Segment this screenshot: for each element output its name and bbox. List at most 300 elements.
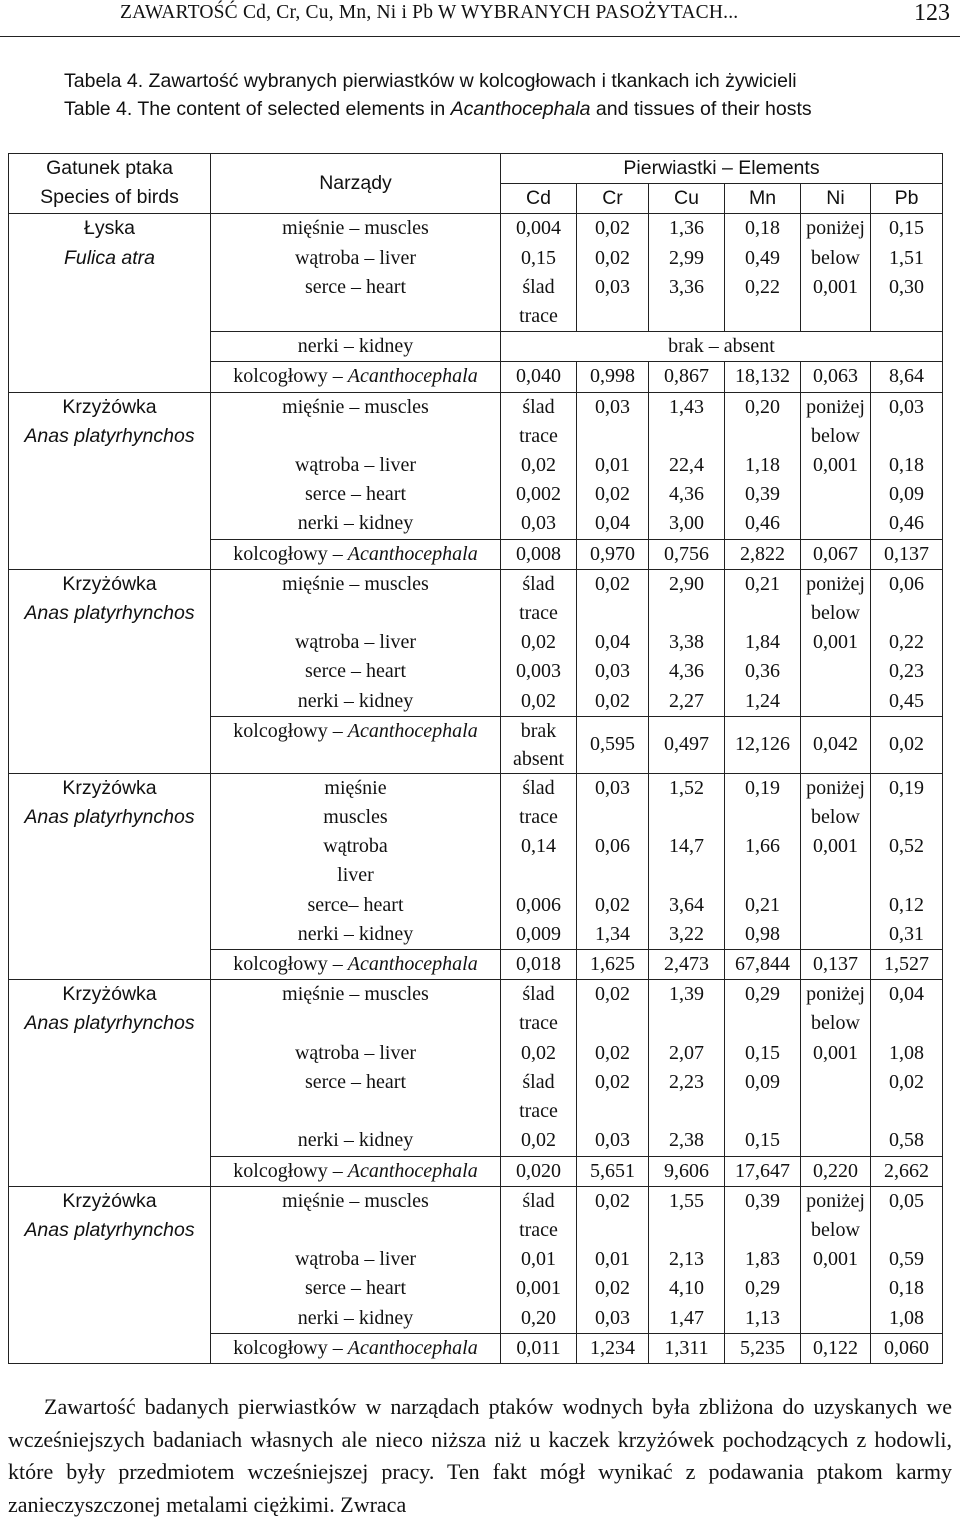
value: 3,22 <box>669 922 704 945</box>
acantho-label-cell <box>211 716 501 773</box>
acantho-latin: Acanthocephala <box>347 1159 478 1182</box>
value: 1,36 <box>669 217 704 240</box>
bird-cell <box>9 1186 211 1363</box>
value: 0,52 <box>889 835 924 858</box>
value: trace <box>519 1100 558 1123</box>
page-number: 123 <box>914 0 950 26</box>
bird-name-latin: Anas platyrhynchos <box>24 602 195 625</box>
value: 0,04 <box>889 983 924 1006</box>
value: below <box>811 246 860 269</box>
acantho-value: 0,970 <box>577 539 649 569</box>
value <box>873 861 940 890</box>
value: 2,13 <box>669 1248 704 1271</box>
organs-cell <box>211 214 501 332</box>
table-caption-en <box>64 98 812 121</box>
value: 0,15 <box>745 1041 780 1064</box>
value <box>579 422 646 451</box>
value: ślad <box>522 275 555 298</box>
value: 0,06 <box>595 835 630 858</box>
running-header <box>0 0 960 37</box>
value: 1,47 <box>669 1306 704 1329</box>
element-header-mn: Mn <box>725 184 801 214</box>
value: 0,001 <box>813 1248 858 1271</box>
acantho-label-cell <box>211 950 501 980</box>
value <box>803 1304 868 1333</box>
value: 4,36 <box>669 483 704 506</box>
value: 0,02 <box>595 246 630 269</box>
value <box>579 599 646 628</box>
acantho-value: 1,234 <box>577 1333 649 1363</box>
value: ślad <box>522 1070 555 1093</box>
organ-label: wątroba – liver <box>294 1041 417 1064</box>
value <box>873 1009 940 1038</box>
acantho-value: 0,137 <box>871 539 943 569</box>
organ-label <box>213 1009 498 1038</box>
value: 1,84 <box>745 631 780 654</box>
table-caption-pl: Tabela 4. Zawartość wybranych pierwiastków w kolcogłowach i tkankach ich żywicieli <box>64 70 797 92</box>
value: poniżej <box>806 572 865 595</box>
value: 0,18 <box>745 217 780 240</box>
value-cell-pb <box>871 980 943 1156</box>
value: poniżej <box>806 395 865 418</box>
element-header-cr: Cr <box>577 184 649 214</box>
value-cell-pb <box>871 214 943 332</box>
value: 2,90 <box>669 572 704 595</box>
value-cell-mn <box>725 214 801 332</box>
value <box>803 687 868 716</box>
element-header-pb: Pb <box>871 184 943 214</box>
organ-label: nerki – kidney <box>297 1306 414 1329</box>
organ-label <box>213 1097 498 1126</box>
acantho-value: 2,822 <box>725 539 801 569</box>
value: 0,001 <box>813 1041 858 1064</box>
organ-label: mięśnie – muscles <box>282 983 429 1006</box>
organ-label: nerki – kidney <box>297 512 414 535</box>
value-cell-cd <box>501 980 577 1156</box>
organ-label: serce – heart <box>304 275 407 298</box>
elements-table <box>8 153 943 1364</box>
acantho-value: 12,126 <box>725 716 801 773</box>
organ-label: serce – heart <box>304 660 407 683</box>
acantho-value: 0,067 <box>801 539 871 569</box>
value-cell-ni <box>801 214 871 332</box>
value: 0,02 <box>521 689 556 712</box>
acantho-prefix: kolcogłowy – <box>233 542 348 565</box>
acantho-prefix: kolcogłowy – <box>233 365 348 388</box>
acantho-latin: Acanthocephala <box>347 719 478 742</box>
value: 0,19 <box>889 776 924 799</box>
bird-name-latin: Fulica atra <box>63 246 156 269</box>
value-cell-ni <box>801 392 871 539</box>
value: 0,009 <box>516 922 561 945</box>
value: 0,02 <box>521 454 556 477</box>
acantho-label-cell <box>211 539 501 569</box>
organs-header: Narządy <box>211 154 501 214</box>
organ-label: serce – heart <box>304 483 407 506</box>
acantho-value: 0,497 <box>649 716 725 773</box>
acantho-prefix: kolcogłowy – <box>233 1336 348 1359</box>
value: 0,001 <box>813 631 858 654</box>
value: 2,99 <box>669 246 704 269</box>
value: 0,20 <box>521 1306 556 1329</box>
value: 0,002 <box>516 483 561 506</box>
value: 0,02 <box>595 1041 630 1064</box>
value: 0,03 <box>595 1129 630 1152</box>
value: trace <box>519 305 558 328</box>
value: 0,02 <box>595 1277 630 1300</box>
value: 0,04 <box>595 512 630 535</box>
value <box>803 657 868 686</box>
value: below <box>811 806 860 829</box>
value: 0,20 <box>745 395 780 418</box>
value: 1,18 <box>745 454 780 477</box>
value: 0,36 <box>745 660 780 683</box>
value-cell-cr <box>577 980 649 1156</box>
acantho-value: 1,625 <box>577 950 649 980</box>
value <box>803 891 868 920</box>
value: 0,22 <box>889 631 924 654</box>
value-cell-pb <box>871 1186 943 1333</box>
acantho-value: 0,018 <box>501 950 577 980</box>
acantho-value: 0,998 <box>577 362 649 392</box>
value: 0,01 <box>521 1248 556 1271</box>
acantho-value: 0,042 <box>801 716 871 773</box>
value: 0,001 <box>813 275 858 298</box>
value: 1,52 <box>669 776 704 799</box>
value: 4,36 <box>669 660 704 683</box>
acantho-value: 0,020 <box>501 1156 577 1186</box>
value-cell-cr <box>577 214 649 332</box>
value: 22,4 <box>669 454 704 477</box>
value <box>727 422 798 451</box>
value: 0,03 <box>595 275 630 298</box>
value: 0,39 <box>745 483 780 506</box>
running-title: ZAWARTOŚĆ Cd, Cr, Cu, Mn, Ni i Pb W WYBRANYCH PASOŻYTACH... <box>120 2 739 23</box>
value: 0,21 <box>745 572 780 595</box>
organ-label: nerki – kidney <box>297 1129 414 1152</box>
value <box>727 1009 798 1038</box>
value: 0,18 <box>889 1277 924 1300</box>
acantho-prefix: kolcogłowy – <box>233 1159 348 1182</box>
value-cell-ni <box>801 980 871 1156</box>
value: 4,10 <box>669 1277 704 1300</box>
value-cell-pb <box>871 569 943 716</box>
value-cell-cu <box>649 392 725 539</box>
value <box>727 599 798 628</box>
species-header-en: Species of birds <box>40 186 179 209</box>
acantho-label-cell <box>211 362 501 392</box>
value: poniżej <box>806 776 865 799</box>
value: 0,59 <box>889 1248 924 1271</box>
value: 0,03 <box>595 660 630 683</box>
bird-name-pl: Krzyżówka <box>62 776 157 799</box>
value: 0,06 <box>889 572 924 595</box>
value: poniżej <box>806 1189 865 1212</box>
value: 3,00 <box>669 512 704 535</box>
value-cell-cd <box>501 1186 577 1333</box>
value <box>579 1216 646 1245</box>
value: 0,12 <box>889 893 924 916</box>
value: 0,49 <box>745 246 780 269</box>
acantho-value: 0,011 <box>501 1333 577 1363</box>
value: 1,34 <box>595 922 630 945</box>
value: 0,46 <box>889 512 924 535</box>
value <box>803 480 868 509</box>
organs-cell <box>211 1186 501 1333</box>
value: 0,15 <box>889 217 924 240</box>
value: 2,07 <box>669 1041 704 1064</box>
value: 1,24 <box>745 689 780 712</box>
organ-label: nerki – kidney <box>297 922 414 945</box>
value: 0,39 <box>745 1189 780 1212</box>
value: 1,43 <box>669 395 704 418</box>
value-cell-ni <box>801 1186 871 1333</box>
organ-label: wątroba – liver <box>294 246 417 269</box>
value: 3,64 <box>669 893 704 916</box>
acantho-value: 0,137 <box>801 950 871 980</box>
value: 0,03 <box>521 512 556 535</box>
acantho-value: 0,220 <box>801 1156 871 1186</box>
organ-label: mięśnie – muscles <box>282 1189 429 1212</box>
organ-label: wątroba – liver <box>294 631 417 654</box>
organ-label: serce – heart <box>304 1070 407 1093</box>
value: 0,03 <box>595 776 630 799</box>
value: 0,23 <box>889 660 924 683</box>
value-cell-mn <box>725 569 801 716</box>
species-header <box>9 154 211 214</box>
value: below <box>811 424 860 447</box>
value: 1,55 <box>669 1189 704 1212</box>
organ-label: muscles <box>323 806 388 829</box>
value-cell-cr <box>577 773 649 949</box>
organ-kidney-cell: nerki – kidney <box>211 332 501 362</box>
organ-label <box>213 422 498 451</box>
acantho-value: 0,040 <box>501 362 577 392</box>
acantho-value: 8,64 <box>871 362 943 392</box>
value: poniżej <box>806 217 865 240</box>
value: trace <box>519 424 558 447</box>
value: trace <box>519 1012 558 1035</box>
acantho-latin: Acanthocephala <box>347 365 478 388</box>
value: 0,02 <box>595 572 630 595</box>
value: 0,001 <box>813 835 858 858</box>
bird-name-pl: Krzyżówka <box>62 983 157 1006</box>
value: 1,66 <box>745 835 780 858</box>
bird-cell <box>9 392 211 569</box>
value: 0,02 <box>521 1129 556 1152</box>
value: 1,83 <box>745 1248 780 1271</box>
value: 2,27 <box>669 689 704 712</box>
organs-cell <box>211 569 501 716</box>
organs-cell <box>211 980 501 1156</box>
bird-name-latin: Anas platyrhynchos <box>24 1218 195 1241</box>
organ-label: wątroba – liver <box>294 1248 417 1271</box>
acantho-value: 0,02 <box>871 716 943 773</box>
value <box>803 1068 868 1097</box>
value: 1,13 <box>745 1306 780 1329</box>
species-header-pl: Gatunek ptaka <box>46 157 173 179</box>
value: 0,09 <box>889 483 924 506</box>
value: 2,38 <box>669 1129 704 1152</box>
value: 2,23 <box>669 1070 704 1093</box>
value-cell-cu <box>649 773 725 949</box>
acantho-prefix: kolcogłowy – <box>233 719 348 742</box>
value <box>873 422 940 451</box>
value <box>873 803 940 832</box>
value: 0,98 <box>745 922 780 945</box>
value: 0,15 <box>745 1129 780 1152</box>
bird-name-pl: Krzyżówka <box>62 395 157 418</box>
value: 0,02 <box>595 893 630 916</box>
value: 1,08 <box>889 1306 924 1329</box>
value: trace <box>519 1218 558 1241</box>
value-cell-ni <box>801 773 871 949</box>
acantho-value <box>501 716 577 773</box>
value-cell-mn <box>725 1186 801 1333</box>
value: 0,02 <box>595 983 630 1006</box>
value: below <box>811 1012 860 1035</box>
bird-name-pl: Krzyżówka <box>62 572 157 595</box>
acantho-cd-absent: brak <box>520 719 557 742</box>
value <box>651 422 722 451</box>
acantho-value: 0,756 <box>649 539 725 569</box>
organ-label <box>213 599 498 628</box>
value: 0,02 <box>595 217 630 240</box>
value <box>727 861 798 890</box>
value-cell-cd <box>501 392 577 539</box>
elements-group-header: Pierwiastki – Elements <box>501 154 943 184</box>
acantho-value: 9,606 <box>649 1156 725 1186</box>
organ-label: mięśnie – muscles <box>282 217 429 240</box>
organ-label: wątroba <box>323 835 388 858</box>
value: ślad <box>522 983 555 1006</box>
value-cell-cr <box>577 569 649 716</box>
organ-label: mięśnie <box>324 776 387 799</box>
value <box>651 1097 722 1126</box>
value: 0,03 <box>889 395 924 418</box>
value: 1,39 <box>669 983 704 1006</box>
acantho-value: 0,867 <box>649 362 725 392</box>
value <box>873 599 940 628</box>
acantho-value: 0,008 <box>501 539 577 569</box>
value <box>873 1216 940 1245</box>
value: poniżej <box>806 983 865 1006</box>
value-cell-cr <box>577 1186 649 1333</box>
value: 14,7 <box>669 835 704 858</box>
value: 0,02 <box>889 1070 924 1093</box>
kidney-absent-cell: brak – absent <box>501 332 943 362</box>
bird-cell <box>9 214 211 392</box>
value: 0,22 <box>745 275 780 298</box>
value: trace <box>519 602 558 625</box>
value: ślad <box>522 1189 555 1212</box>
value-cell-cd <box>501 773 577 949</box>
organ-label: mięśnie – muscles <box>282 572 429 595</box>
value-cell-cd <box>501 569 577 716</box>
value <box>727 803 798 832</box>
value <box>727 1216 798 1245</box>
value-cell-cu <box>649 980 725 1156</box>
value: ślad <box>522 776 555 799</box>
value: 0,03 <box>595 395 630 418</box>
value: ślad <box>522 572 555 595</box>
value: 0,46 <box>745 512 780 535</box>
organs-cell <box>211 392 501 539</box>
value-cell-pb <box>871 392 943 539</box>
value <box>651 599 722 628</box>
organ-label <box>213 1216 498 1245</box>
acantho-value: 18,132 <box>725 362 801 392</box>
value-cell-ni <box>801 569 871 716</box>
body-paragraph <box>8 1391 952 1521</box>
organ-label: nerki – kidney <box>297 689 414 712</box>
value: 0,31 <box>889 922 924 945</box>
acantho-cd-absent: absent <box>512 747 565 770</box>
value <box>803 1097 868 1126</box>
value <box>579 861 646 890</box>
value: 0,14 <box>521 835 556 858</box>
bird-cell <box>9 980 211 1186</box>
value: 0,04 <box>595 631 630 654</box>
value-cell-cu <box>649 214 725 332</box>
acantho-value: 1,311 <box>649 1333 725 1363</box>
value: 1,08 <box>889 1041 924 1064</box>
value <box>579 1009 646 1038</box>
value: 0,02 <box>595 689 630 712</box>
value: 0,02 <box>595 483 630 506</box>
caption-en-prefix: Table 4. The content of selected elements in <box>64 98 451 120</box>
organ-label: mięśnie – muscles <box>282 395 429 418</box>
value: 0,001 <box>516 1277 561 1300</box>
value: 0,45 <box>889 689 924 712</box>
caption-en-italic: Acanthocephala <box>450 98 591 120</box>
value <box>503 861 574 890</box>
acantho-latin: Acanthocephala <box>347 1336 478 1359</box>
value <box>803 1274 868 1303</box>
acantho-value: 5,651 <box>577 1156 649 1186</box>
bird-name-latin: Anas platyrhynchos <box>24 424 195 447</box>
acantho-latin: Acanthocephala <box>347 953 478 976</box>
value <box>651 1009 722 1038</box>
organ-label: liver <box>337 864 374 887</box>
value <box>579 1097 646 1126</box>
body-paragraph-text: Zawartość badanych pierwiastków w narządach ptaków wodnych była zbliżona do uzyskanych we wcześniejszych badaniach własnych ale nieco niższa niż u kaczek krzyżówek pochodzących z hodowli, które były przedmiotem wcześniejszej pracy. Ten fakt mógł wynikać z podawania ptakom karmy zanieczyszczonej metalami ciężkimi. Zwraca <box>8 1394 952 1517</box>
value: 0,03 <box>595 1306 630 1329</box>
acantho-value: 0,063 <box>801 362 871 392</box>
bird-name-pl: Łyska <box>84 217 135 240</box>
value: 0,02 <box>595 1189 630 1212</box>
value <box>651 1216 722 1245</box>
value-cell-cr <box>577 392 649 539</box>
value: 0,004 <box>516 217 561 240</box>
value: 0,19 <box>745 776 780 799</box>
value: below <box>811 1218 860 1241</box>
value: 0,02 <box>521 631 556 654</box>
value: 0,21 <box>745 893 780 916</box>
value-cell-mn <box>725 392 801 539</box>
organ-label: serce – heart <box>304 1277 407 1300</box>
acantho-value: 17,647 <box>725 1156 801 1186</box>
value: below <box>811 602 860 625</box>
acantho-value: 67,844 <box>725 950 801 980</box>
value: 0,29 <box>745 1277 780 1300</box>
organ-label: serce– heart <box>307 893 404 916</box>
value <box>803 861 868 890</box>
value <box>803 509 868 538</box>
element-header-cd: Cd <box>501 184 577 214</box>
value <box>803 1126 868 1155</box>
bird-cell <box>9 569 211 773</box>
